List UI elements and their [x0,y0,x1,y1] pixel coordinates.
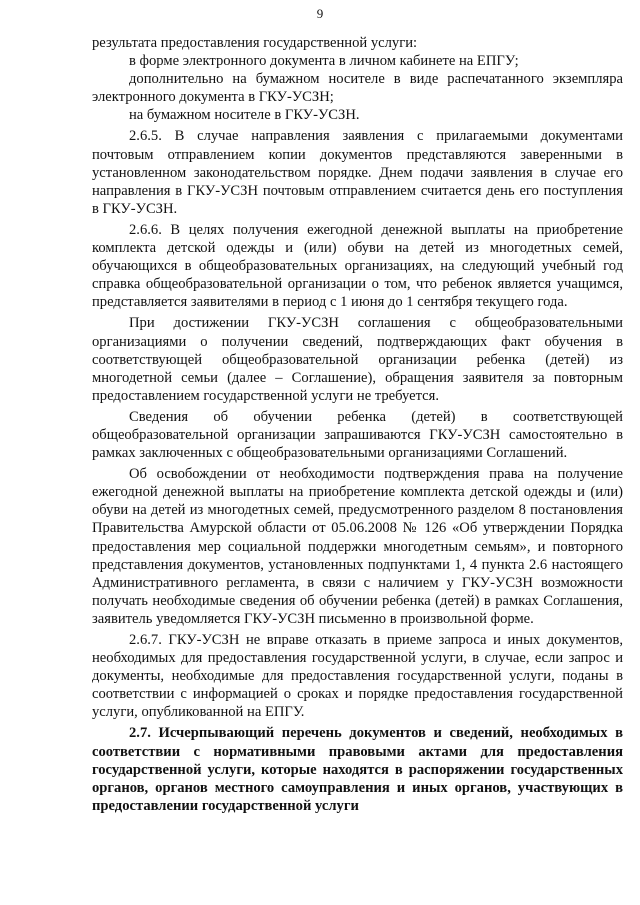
paragraph: Об освобождении от необходимости подтверждения права на получение ежегодной денежной выплаты на приобретение комплекта детской одежды и (или) обуви на детей из многодетных семей, предусмотренного разделом 8 постановления Правительства Амурской области от 05.06.2008 № 126 «Об утверждении Порядка предоставления мер социальной поддержки многодетным семьям», и повторного представления документов, установленных подпунктами 1, 4 пункта 2.6 настоящего Административного регламента, в связи с наличием у ГКУ-УСЗН возможности получать необходимые сведения об обучении ребенка (детей) в рамках Соглашения, заявитель уведомляется ГКУ-УСЗН письменно в произвольной форме. [92,466,623,627]
paragraph: на бумажном носителе в ГКУ-УСЗН. [129,107,360,124]
document-body [92,34,623,815]
paragraph: 2.6.6. В целях получения ежегодной денежной выплаты на приобретение комплекта детской одежды и (или) обуви на детей из многодетных семей, обучающихся в общеобразовательных организациях, на следующий учебный год справка общеобразовательной организации о том, что ребенок является учащимся, представляется заявителями в период с 1 июня до 1 сентября текущего года. [92,221,623,311]
paragraph: При достижении ГКУ-УСЗН соглашения с общеобразовательными организациями о получении сведений, подтверждающих факт обучения в соответствующей общеобразовательной организации ребенка (детей) из многодетной семьи (далее – Соглашение), обращения заявителя за повторным предоставлением государственной услуги не требуется. [92,315,623,404]
paragraph: дополнительно на бумажном носителе в виде распечатанного экземпляра электронного документа в ГКУ-УСЗН; [92,71,623,106]
paragraph: результата предоставления государственной услуги: [92,35,418,51]
paragraph: в форме электронного документа в личном кабинете на ЕПГУ; [129,53,519,70]
section-heading: 2.7. Исчерпывающий перечень документов и сведений, необходимых в соответствии с нормативными правовыми актами для предоставления государственной услуги, которые находятся в распоряжении государственных органов, органов местного самоуправления и иных органов, участвующих в предоставлении государственной услуги [92,725,623,814]
page-number: 9 [316,6,324,21]
paragraph: 2.6.5. В случае направления заявления с прилагаемыми документами почтовым отправлением копии документов представляются заверенными в установленном законодательством порядке. Днем подачи заявления в случае его направления в ГКУ-УСЗН почтовым отправлением считается день его поступления в ГКУ-УСЗН. [92,128,623,217]
paragraph: 2.6.7. ГКУ-УСЗН не вправе отказать в приеме запроса и иных документов, необходимых для предоставления государственной услуги, в случае, если запрос и документы, необходимые для предоставления государственной услуги, поданы в соответствии с информацией о сроках и порядке предоставления государственной услуги, опубликованной на ЕПГУ. [92,632,623,721]
paragraph: Сведения об обучении ребенка (детей) в соответствующей общеобразовательной организации запрашиваются ГКУ-УСЗН самостоятельно в рамках заключенных с общеобразовательными организациями Соглашений. [92,408,623,462]
